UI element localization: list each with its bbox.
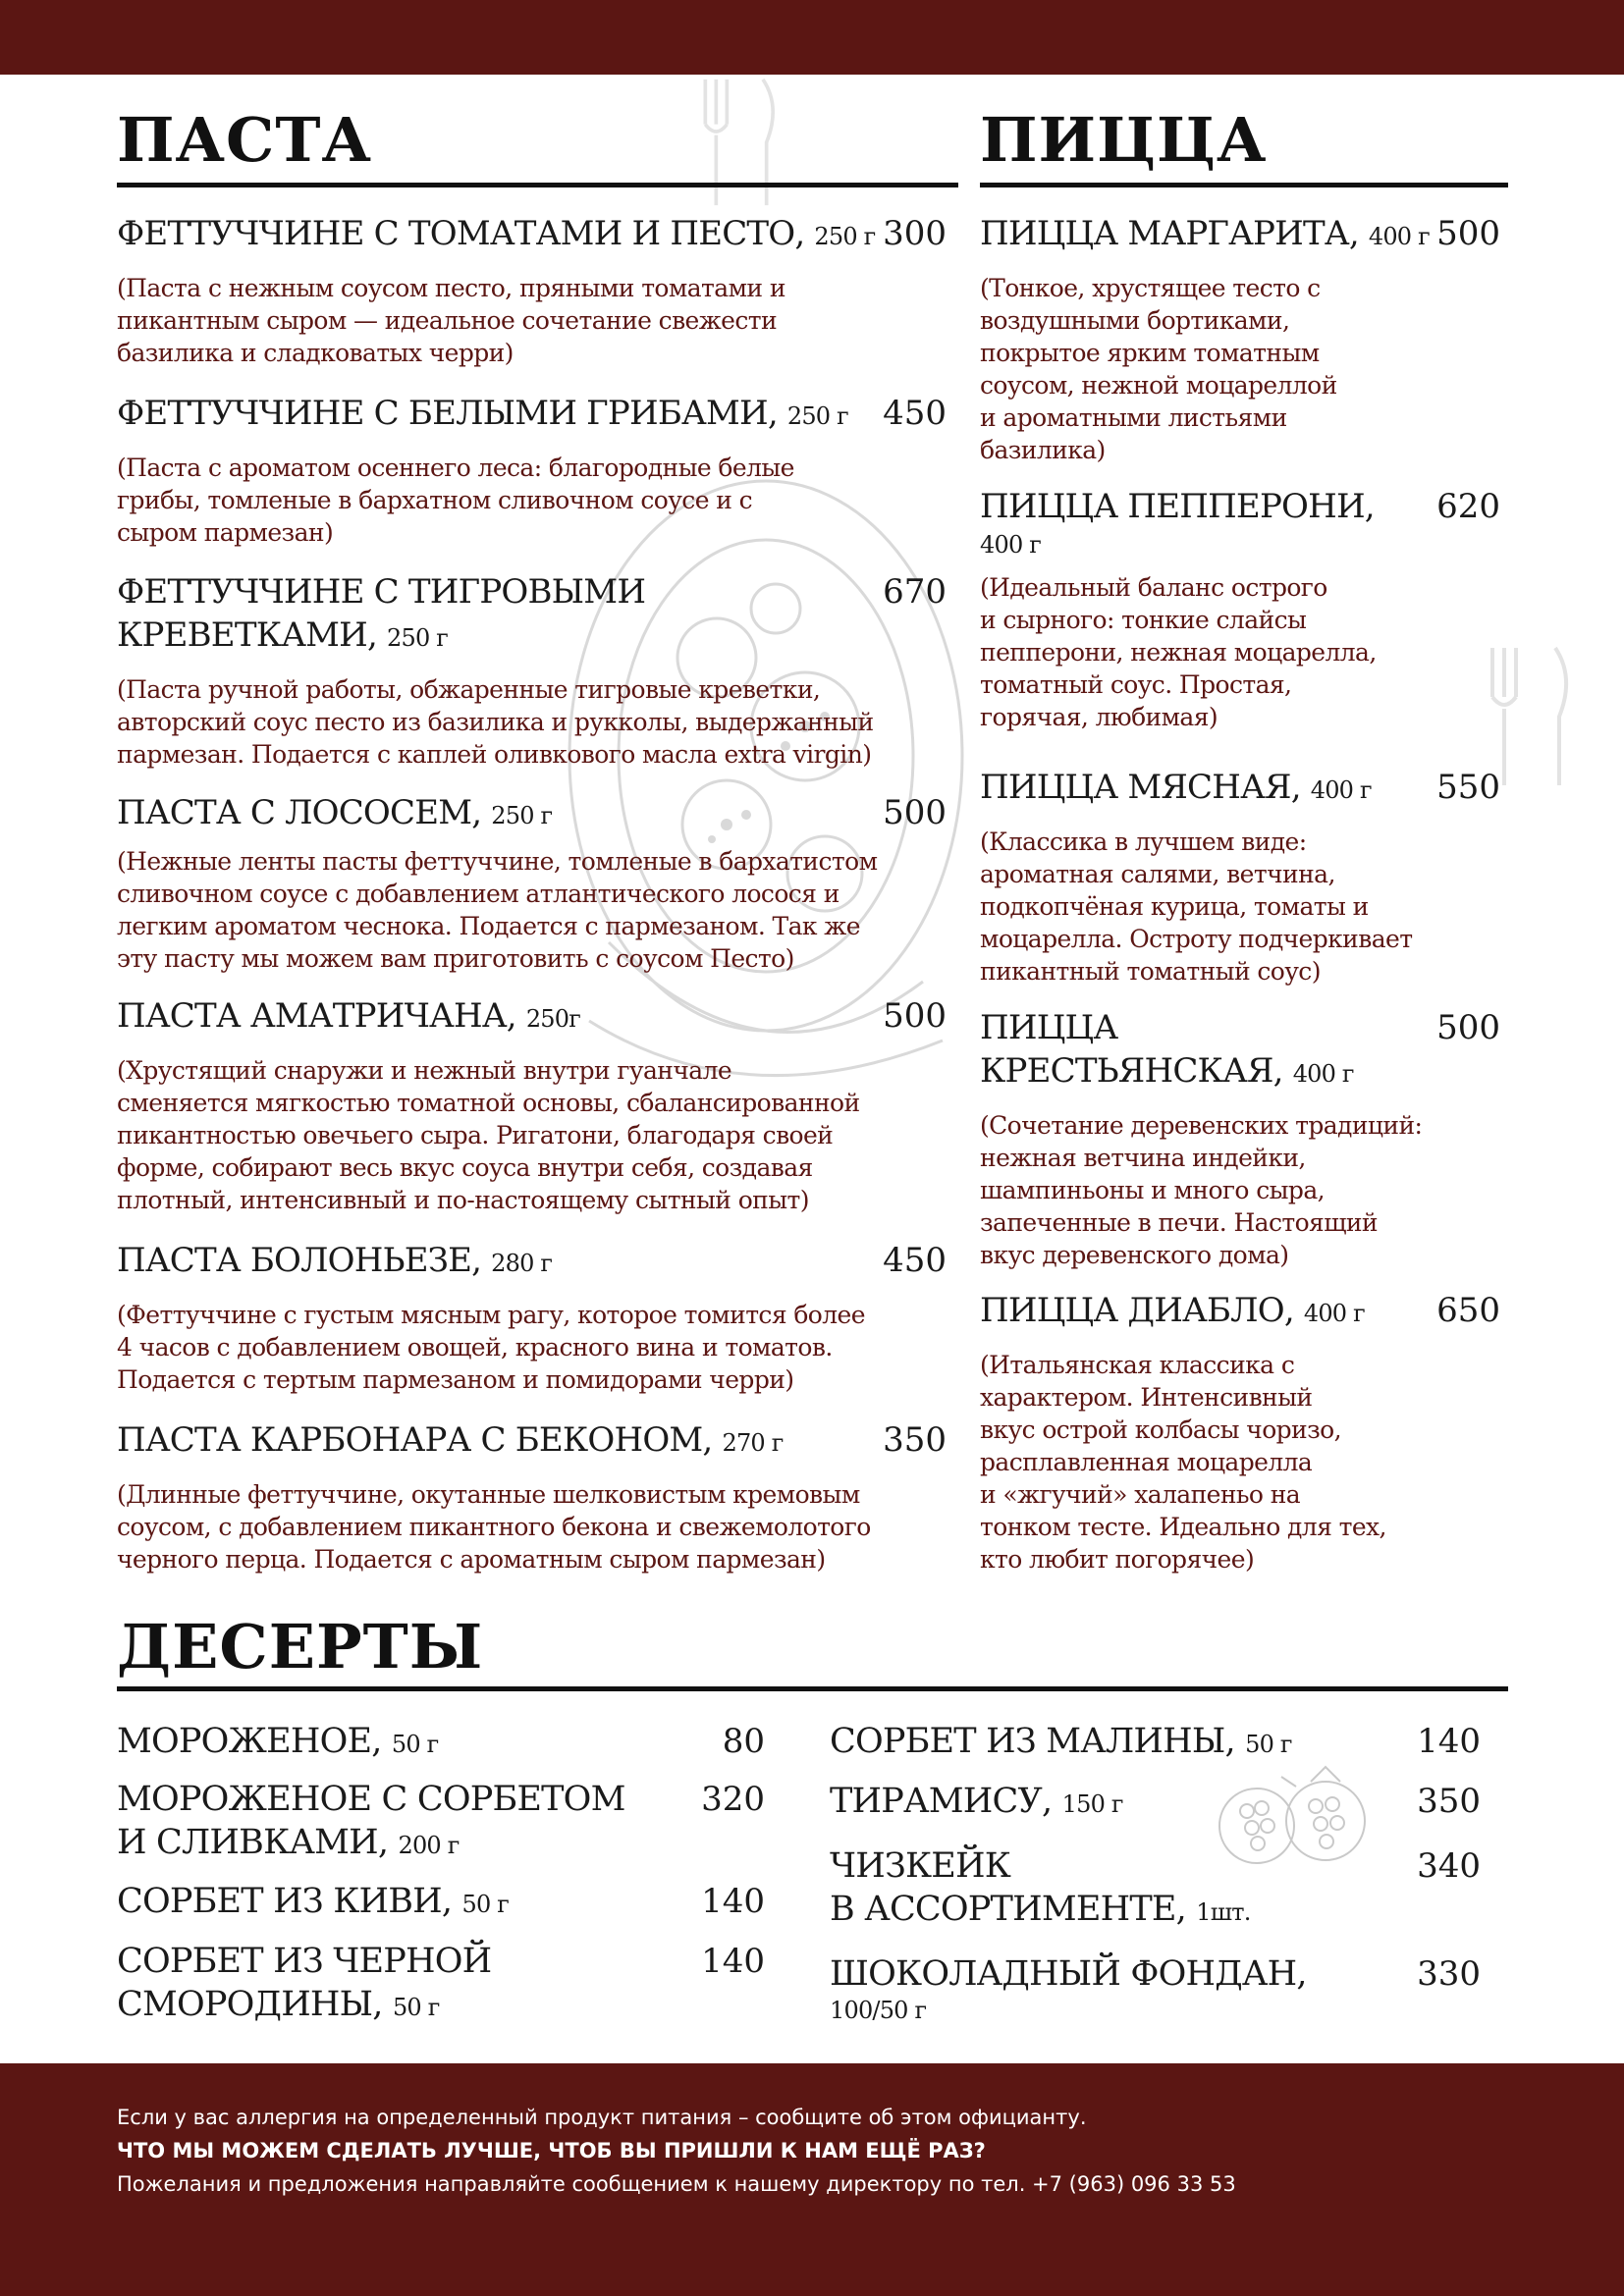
item-price: 300 [883,214,947,253]
item-price: 670 [883,572,947,612]
item-name: ШОКОЛАДНЫЙ ФОНДАН, 100/50 г [830,1954,1307,2024]
item-name: ПИЦЦА КРЕСТЬЯНСКАЯ, 400 г [980,1008,1354,1091]
item-name: МОРОЖЕНОЕ, 50 г [117,1722,439,1761]
item-name: СОРБЕТ ИЗ КИВИ, 50 г [117,1882,510,1921]
item-price: 550 [1436,768,1500,807]
item-price: 500 [883,793,947,832]
dessert-item [830,1720,1481,1766]
menu-item [117,791,947,975]
item-description: (Итальянская классика с характером. Интенсивный вкус острой колбасы чоризо, расплавленная моцарелла и «жгучий» халапеньо на тонком тесте. Идеально для тех, кто любит погорячее) [980,1351,1386,1574]
item-description: (Сочетание деревенских традиций: нежная ветчина индейки, шампиньоны и много сыра, запеченные в печи. Настоящий вкус деревенского дома) [980,1111,1423,1269]
item-name: ТИРАМИСУ, 150 г [830,1782,1123,1821]
item-name: МОРОЖЕНОЕ С СОРБЕТОМ И СЛИВКАМИ, 200 г [117,1780,625,1862]
dessert-item [830,1780,1481,1826]
menu-item [117,994,947,1216]
item-price: 350 [883,1420,947,1460]
item-name: ФЕТТУЧЧИНЕ С ТОМАТАМИ И ПЕСТО, 250 г [117,214,876,253]
item-name: СОРБЕТ ИЗ МАЛИНЫ, 50 г [830,1722,1292,1761]
item-price: 330 [1417,1954,1481,1994]
fork-knife-icon [687,69,795,216]
item-price: 140 [701,1882,765,1921]
item-name: ПАСТА АМАТРИЧАНА, 250г [117,996,581,1036]
item-price: 140 [701,1942,765,1981]
dessert-item [830,1952,1481,2025]
feedback-question: ЧТО МЫ МОЖЕМ СДЕЛАТЬ ЛУЧШЕ, ЧТОБ ВЫ ПРИШЛИ К НАМ ЕЩЁ РАЗ? [117,2139,986,2163]
item-description: (Паста с нежным соусом песто, пряными томатами и пикантным сыром — идеальное сочетание свежести базилика и сладковатых черри) [117,274,785,367]
dessert-item [830,1844,1481,1934]
item-description: (Тонкое, хрустящее тесто с воздушными бортиками, покрытое ярким томатным соусом, нежной моцареллой и ароматными листьями базилика) [980,274,1337,464]
item-name: ПИЦЦА ПЕППЕРОНИ, 400 г [980,487,1375,559]
dessert-item [117,1940,765,2029]
contact-note: Пожелания и предложения направляйте сообщением к нашему директору по тел. +7 (963) 096 33 53 [117,2172,1236,2196]
item-name: ПАСТА БОЛОНЬЕЗЕ, 280 г [117,1241,553,1280]
menu-item [980,485,1500,733]
item-price: 620 [1436,487,1500,526]
menu-item [980,1289,1500,1575]
item-name: ПИЦЦА ДИАБЛО, 400 г [980,1291,1365,1330]
item-name: ПИЦЦА МАРГАРИТА, 400 г [980,214,1430,253]
item-price: 320 [701,1780,765,1819]
item-description: (Паста с ароматом осеннего леса: благородные белые грибы, томленые в бархатном сливочном соусе и с сыром пармезан) [117,454,794,547]
menu-item [980,212,1500,466]
item-description: (Паста ручной работы, обжаренные тигровые креветки, авторский соус песто из базилика и рукколы, выдержанный пармезан. Подается с каплей оливкового масла extra virgin) [117,675,874,769]
item-description: (Хрустящий снаружи и нежный внутри гуанчале сменяется мягкостью томатной основы, сбалансированной пикантностью овечьего сыра. Ригатони, благодаря своей форме, собирают весь вкус соуса внутри себя, создавая плотный, интенсивный и по-настоящему сытный опыт) [117,1056,860,1214]
item-description: (Длинные феттуччине, окутанные шелковистым кремовым соусом, с добавлением пикантного бекона и свежемолотого черного перца. Подается с ароматным сыром пармезан) [117,1480,871,1574]
menu-item [117,392,947,549]
menu-item [117,570,947,771]
item-description: (Нежные ленты пасты феттуччине, томленые в бархатистом сливочном соусе с добавлением атлантического лосося и легким ароматом чеснока. Подается с пармезаном. Так же эту пасту мы можем вам приготовить с соусом Песто) [117,847,878,973]
dessert-item [117,1880,765,1926]
item-price: 500 [883,996,947,1036]
top-band [0,0,1624,75]
pizza-rule [980,183,1508,187]
dessert-item [117,1720,765,1766]
menu-item [980,766,1500,988]
desserts-title: ДЕСЕРТЫ [117,1611,484,1682]
menu-item [980,1006,1500,1271]
menu-item [117,1418,947,1575]
item-name: ЧИЗКЕЙК В АССОРТИМЕНТЕ, 1шт. [830,1846,1251,1929]
item-name: ПАСТА С ЛОСОСЕМ, 250 г [117,793,553,832]
item-price: 140 [1417,1722,1481,1761]
desserts-rule [117,1686,1508,1691]
item-name: ПИЦЦА МЯСНАЯ, 400 г [980,768,1372,807]
item-price: 500 [1436,214,1500,253]
pasta-title: ПАСТА [117,104,373,176]
menu-item [117,1239,947,1396]
item-name: ФЕТТУЧЧИНЕ С ТИГРОВЫМИ КРЕВЕТКАМИ, 250 г [117,572,646,655]
pasta-rule [117,183,958,187]
footer [117,2101,1236,2201]
allergy-note: Если у вас аллергия на определенный продукт питания – сообщите об этом официанту. [117,2106,1087,2129]
menu-item [117,212,947,369]
item-price: 650 [1436,1291,1500,1330]
pizza-title: ПИЦЦА [980,104,1268,176]
item-price: 350 [1417,1782,1481,1821]
item-price: 500 [1436,1008,1500,1047]
item-price: 340 [1417,1846,1481,1886]
item-description: (Феттуччине с густым мясным рагу, которое томится более 4 часов с добавлением овощей, красного вина и томатов. Подается с тертым пармезаном и помидорами черри) [117,1301,865,1394]
item-name: СОРБЕТ ИЗ ЧЕРНОЙ СМОРОДИНЫ, 50 г [117,1942,492,2024]
item-description: (Идеальный баланс острого и сырного: тонкие слайсы пепперони, нежная моцарелла, томатный соус. Простая, горячая, любимая) [980,573,1377,731]
item-price: 80 [722,1722,765,1761]
item-price: 450 [883,394,947,433]
item-price: 450 [883,1241,947,1280]
item-name: ПАСТА КАРБОНАРА С БЕКОНОМ, 270 г [117,1420,784,1460]
item-name: ФЕТТУЧЧИНЕ С БЕЛЫМИ ГРИБАМИ, 250 г [117,394,848,433]
dessert-item [117,1778,765,1867]
item-description: (Классика в лучшем виде: ароматная салями, ветчина, подкопчёная курица, томаты и моцарелла. Остроту подчеркивает пикантный томатный соус) [980,828,1413,986]
